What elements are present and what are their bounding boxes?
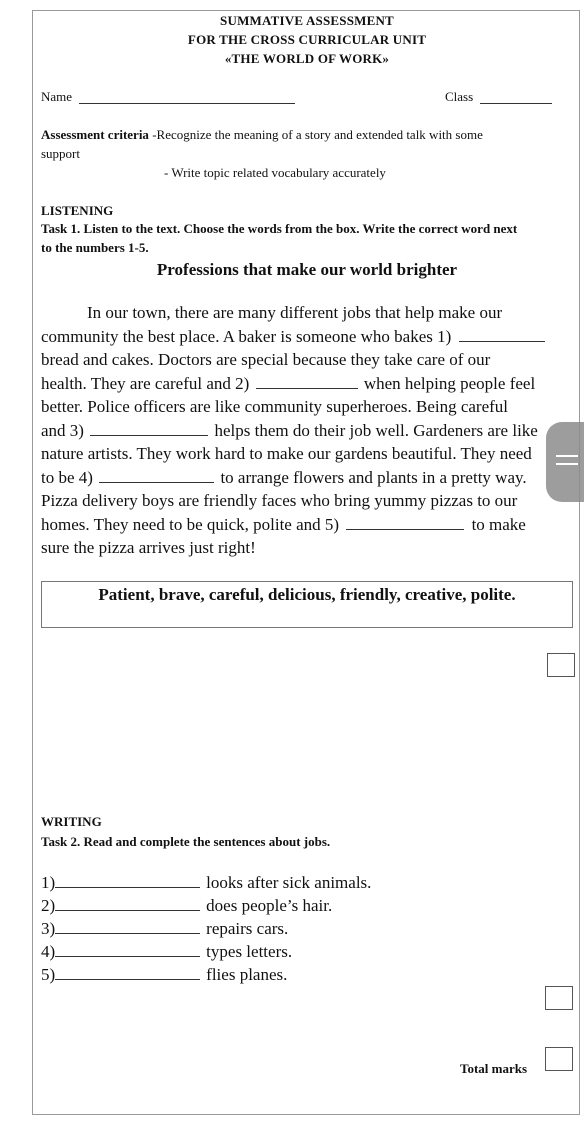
task2-blank-5[interactable] (55, 978, 200, 980)
answer-blank-2[interactable] (256, 387, 358, 389)
passage-text: to be 4) (41, 468, 93, 487)
task2-blank-3[interactable] (55, 932, 200, 934)
total-marks-label: Total marks (460, 1061, 528, 1076)
item-text: does people’s hair. (206, 896, 333, 915)
word-box: Patient, brave, careful, delicious, friendly, creative, polite. (41, 581, 573, 628)
answer-blank-1[interactable] (459, 340, 545, 342)
passage-text: health. They are careful and 2) (41, 374, 250, 393)
passage-text: homes. They need to be quick, polite and 5) (41, 515, 340, 534)
grip-icon (556, 455, 578, 457)
header-title-line1: SUMMATIVE ASSESSMENT (220, 13, 394, 28)
passage-text: helps them do their job well. Gardeners are like (214, 421, 538, 440)
criteria-line2: - Write topic related vocabulary accurately (164, 165, 386, 180)
answer-blank-4[interactable] (99, 481, 214, 483)
class-field[interactable] (480, 103, 552, 104)
passage-text: community the best place. A baker is someone who bakes 1) (41, 327, 452, 346)
item-text: types letters. (206, 942, 293, 961)
passage-line (41, 419, 538, 443)
task2-blank-1[interactable] (55, 886, 200, 888)
total-marks-box[interactable] (545, 1047, 573, 1071)
passage-text: to arrange flowers and plants in a pretty way. (220, 468, 527, 487)
item-number: 4) (41, 942, 56, 961)
passage-line: In our town, there are many different jobs that help make our (87, 303, 503, 322)
passage-line (41, 466, 527, 490)
class-label: Class (445, 89, 474, 104)
item-text: looks after sick animals. (206, 873, 372, 892)
name-label: Name (41, 89, 73, 104)
answer-blank-5[interactable] (346, 528, 464, 530)
item-number: 3) (41, 919, 56, 938)
passage-line: sure the pizza arrives just right! (41, 538, 256, 557)
task1-mark-box[interactable] (547, 653, 575, 677)
passage-title: Professions that make our world brighter (156, 260, 458, 279)
task2-item (41, 941, 292, 963)
task2-blank-4[interactable] (55, 955, 200, 957)
task1-instruction-line2: to the numbers 1-5. (41, 240, 149, 255)
passage-line: Pizza delivery boys are friendly faces who bring yummy pizzas to our (41, 491, 518, 510)
item-number: 5) (41, 965, 56, 984)
passage-line: nature artists. They work hard to make our gardens beautiful. They need (41, 444, 532, 463)
task2-instruction: Task 2. Read and complete the sentences about jobs. (41, 834, 331, 849)
passage-line (41, 372, 535, 396)
answer-blank-3[interactable] (90, 434, 208, 436)
passage-text: when helping people feel (363, 374, 536, 393)
task2-item (41, 964, 287, 986)
name-field[interactable] (79, 103, 295, 104)
grip-icon (556, 463, 578, 465)
criteria-line1-cont: support (41, 146, 80, 161)
listening-heading: LISTENING (41, 203, 114, 218)
criteria-label: Assessment criteria (41, 127, 149, 142)
task2-mark-box[interactable] (545, 986, 573, 1010)
writing-heading: WRITING (41, 814, 102, 829)
criteria-line1 (41, 127, 576, 143)
item-text: repairs cars. (206, 919, 289, 938)
worksheet-page (32, 10, 580, 1115)
passage-line (41, 325, 545, 349)
criteria-text-1: -Recognize the meaning of a story and extended talk with some (148, 127, 483, 142)
scroll-handle[interactable] (546, 422, 584, 502)
task2-item (41, 918, 288, 940)
item-number: 2) (41, 896, 56, 915)
passage-line: bread and cakes. Doctors are special because they take care of our (41, 350, 491, 369)
passage-text: to make (471, 515, 526, 534)
header-title-line3: «THE WORLD OF WORK» (224, 51, 390, 66)
passage-line (41, 513, 526, 537)
task1-instruction-line1: Task 1. Listen to the text. Choose the words from the box. Write the correct word next (41, 221, 518, 236)
item-number: 1) (41, 873, 56, 892)
task2-item (41, 872, 371, 894)
passage-text: and 3) (41, 421, 84, 440)
header-title-line2: FOR THE CROSS CURRICULAR UNIT (187, 32, 427, 47)
task2-item (41, 895, 332, 917)
item-text: flies planes. (206, 965, 288, 984)
passage-line: better. Police officers are like community superheroes. Being careful (41, 397, 509, 416)
task2-blank-2[interactable] (55, 909, 200, 911)
